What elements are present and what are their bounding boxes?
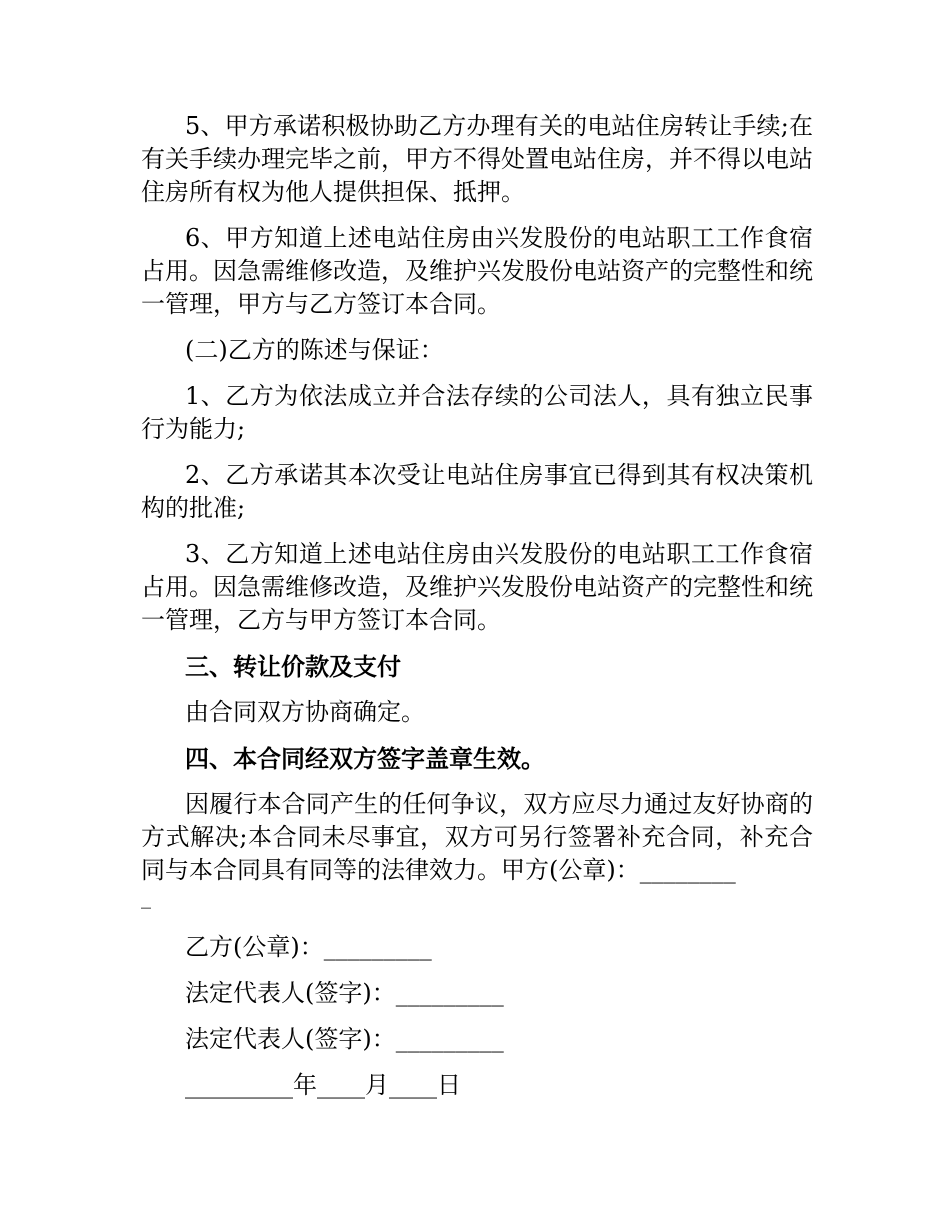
spacer — [141, 637, 813, 650]
spacer — [141, 367, 813, 380]
section-4-heading: 四、本合同经双方签字盖章生效。 — [185, 744, 545, 773]
party-b-clause-2: 2、乙方承诺其本次受让电站住房事宜已得到其有权决策机构的批准; — [141, 461, 813, 522]
section-3-heading: 三、转让价款及支付 — [185, 652, 401, 681]
spacer — [141, 525, 813, 538]
section-3-body: 由合同双方协商确定。 — [185, 698, 425, 726]
legal-representative-signature-line-2: 法定代表人(签字)：_________ — [185, 1025, 504, 1053]
spacer — [141, 775, 813, 788]
spacer — [141, 1056, 813, 1069]
date-line: _________年____月____日 — [185, 1071, 461, 1099]
spacer — [141, 729, 813, 742]
section-4-trailing-underscore: _ — [141, 885, 151, 909]
party-b-seal-line: 乙方(公章)：_________ — [185, 933, 432, 961]
section-4-body: 因履行本合同产生的任何争议，双方应尽力通过友好协商的方式解决;本合同未尽事宜，双方可另行签署补充合同，补充合同与本合同具有同等的法律效力。甲方(公章)：________ — [141, 790, 813, 884]
party-b-clause-3: 3、乙方知道上述电站住房由兴发股份的电站职工工作食宿占用。因急需维修改造，及维护兴发股份电站资产的完整性和统一管理，乙方与甲方签订本合同。 — [141, 540, 813, 634]
spacer — [141, 1010, 813, 1023]
spacer — [141, 446, 813, 459]
clause-6: 6、甲方知道上述电站住房由兴发股份的电站职工工作食宿占用。因急需维修改造，及维护兴发股份电站资产的完整性和统一管理，甲方与乙方签订本合同。 — [141, 224, 813, 318]
party-b-clause-1: 1、乙方为依法成立并合法存续的公司法人，具有独立民事行为能力; — [141, 382, 813, 443]
document-page — [141, 110, 813, 1102]
party-b-statement-heading: (二)乙方的陈述与保证： — [185, 336, 444, 364]
spacer — [141, 321, 813, 334]
clause-5: 5、甲方承诺积极协助乙方办理有关的电站住房转让手续;在有关手续办理完毕之前，甲方不得处置电站住房，并不得以电站住房所有权为他人提供担保、抵押。 — [141, 112, 813, 206]
spacer — [141, 683, 813, 696]
spacer — [141, 209, 813, 222]
spacer — [141, 964, 813, 977]
spacer — [141, 907, 813, 931]
legal-representative-signature-line-1: 法定代表人(签字)：_________ — [185, 979, 504, 1007]
